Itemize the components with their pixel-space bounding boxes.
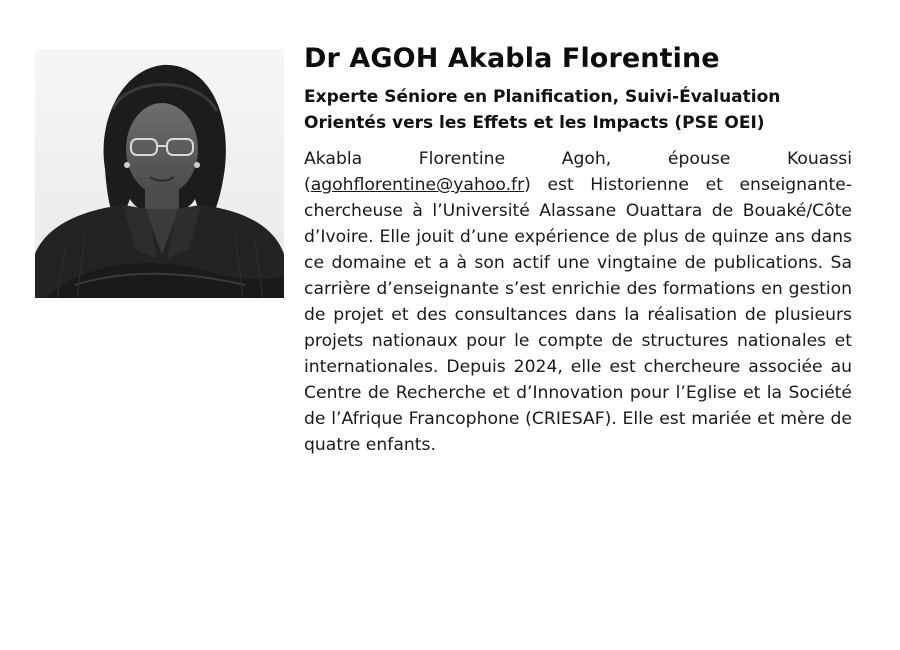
- portrait-image: [35, 49, 284, 298]
- profile-text: [304, 40, 852, 458]
- person-title-line-1: Experte Séniore en Planification, Suivi-Évaluation: [304, 87, 781, 107]
- email-link[interactable]: agohflorentine@yahoo.fr: [310, 175, 525, 195]
- person-title-line-2: Orientés vers les Effets et les Impacts (PSE OEI): [304, 113, 765, 133]
- bio-text-start: Akabla Florentine Agoh, épouse Kouassi (: [304, 149, 852, 195]
- person-title: [304, 84, 852, 136]
- person-name: Dr AGOH Akabla Florentine: [304, 43, 720, 74]
- bio-text-rest: ) est Historienne et enseignante-chercheuse à l’Université Alassane Ouattara de Bouaké/Côte d’Ivoire. Elle jouit d’une expérience de plus de quinze ans dans ce domaine et a à son actif une vingtaine de publications. Sa carrière d’enseignante s’est enrichie des formations en gestion de projet et des consultances dans la réalisation de plusieurs projets nationaux pour le compte de structures nationales et internationales. Depuis 2024, elle est chercheure associée au Centre de Recherche et d’Innovation pour l’Eglise et la Société de l’Afrique Francophone (CRIESAF). Elle est mariée et mère de quatre enfants.: [304, 175, 852, 455]
- portrait-photo: [35, 49, 284, 298]
- biography: [304, 146, 852, 458]
